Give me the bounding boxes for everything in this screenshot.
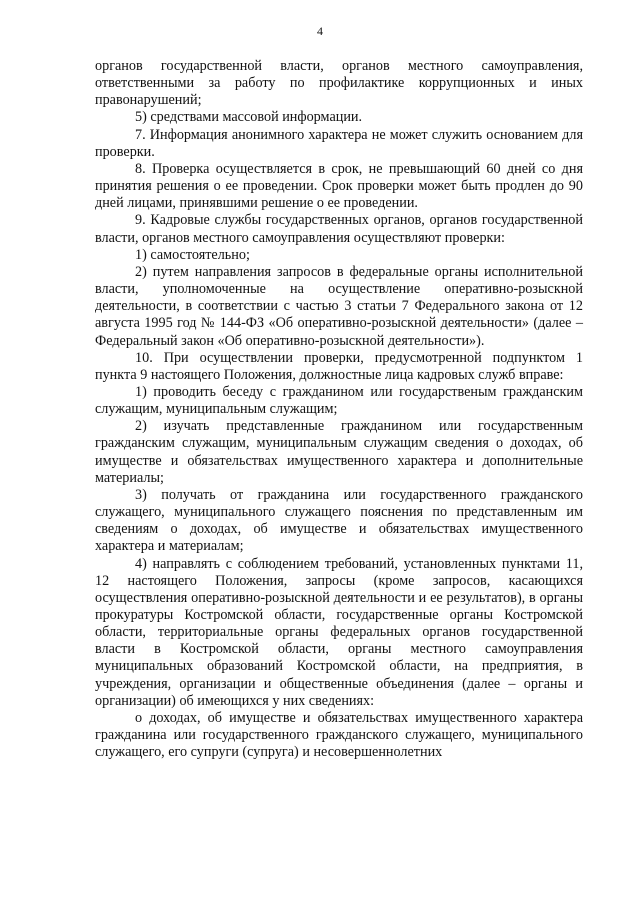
document-body — [95, 58, 583, 761]
paragraph: 2) путем направления запросов в федеральные органы исполнительной власти, уполномоченные на осуществление оперативно-розыскной деятельности, в соответствии с частью 3 статьи 7 Федерального закона от 12 августа 1995 год № 144-ФЗ «Об оперативно-розыскной деятельности» (далее – Федеральный закон «Об оперативно-розыскной деятельности»). — [95, 263, 583, 349]
paragraph: 5) средствами массовой информации. — [135, 109, 363, 126]
paragraph: 10. При осуществлении проверки, предусмотренной подпунктом 1 пункта 9 настоящего Положения, должностные лица кадровых служб вправе: — [95, 349, 583, 383]
paragraph: 8. Проверка осуществляется в срок, не превышающий 60 дней со дня принятия решения о ее проведении. Срок проверки может быть продлен до 90 дней лицами, принявшими решение о ее проведении. — [95, 160, 583, 212]
paragraph: 4) направлять с соблюдением требований, установленных пунктами 11, 12 настоящего Положения, запросы (кроме запросов, касающихся осуществления оперативно-розыскной деятельности и ее результатов), в органы прокуратуры Костромской области, государственные органы Костромской области, территориальные органы федеральных органов государственной власти в Костромской области, органы местного самоуправления муниципальных образований Костромской области, на предприятия, в учреждения, организации и общественные объединения (далее – органы и организации) об имеющихся у них сведениях: — [95, 555, 583, 709]
paragraph: 1) самостоятельно; — [135, 246, 250, 263]
paragraph: органов государственной власти, органов местного самоуправления, ответственными за работу по профилактике коррупционных и иных правонарушений; — [95, 58, 583, 109]
paragraph: о доходах, об имуществе и обязательствах имущественного характера гражданина или государственного гражданского служащего, муниципального служащего, его супруги (супруга) и несовершеннолетних — [95, 709, 583, 761]
page-number: 4 — [317, 24, 323, 38]
paragraph: 2) изучать представленные гражданином или государственным гражданским служащим, муниципальным служащим сведения о доходах, об имуществе и обязательствах имущественного характера и дополнительные материалы; — [95, 418, 583, 486]
paragraph: 7. Информация анонимного характера не может служить основанием для проверки. — [95, 126, 583, 160]
paragraph: 9. Кадровые службы государственных органов, органов государственной власти, органов местного самоуправления осуществляют проверки: — [95, 212, 583, 246]
paragraph: 3) получать от гражданина или государственного гражданского служащего, муниципального служащего пояснения по представленным им сведениям о доходах, об имуществе и обязательствах имущественного характера и материалам; — [95, 486, 583, 555]
paragraph: 1) проводить беседу с гражданином или государственым гражданским служащим, муниципальным служащим; — [95, 383, 583, 418]
